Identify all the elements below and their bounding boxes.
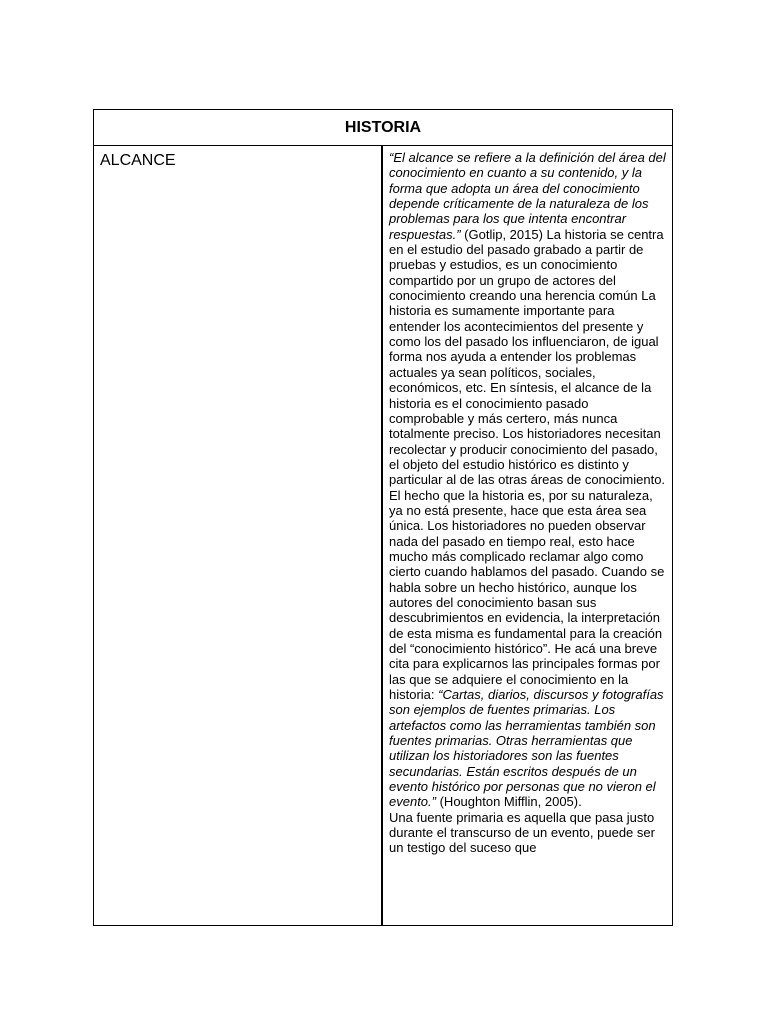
citation-houghton: (Houghton Mifflin, 2005). [435,794,582,810]
row-label-cell [94,146,383,925]
body-paragraph-2: Una fuente primaria es aquella que pasa justo durante el transcurso de un evento, puede ser un testigo del suceso que [389,809,655,856]
table-title: HISTORIA [94,110,672,146]
content-cell [383,146,672,925]
quote-houghton: “Cartas, diarios, discursos y fotografías son ejemplos de fuentes primarias. Los artefactos como las herramientas también son fuentes primarias. Otras herramientas que utilizan los historiadores son las fuentes secundarias. Están escritos después de un evento histórico por personas que no vieron el evento.” [389,687,664,810]
document-table [93,109,673,926]
row-label: ALCANCE [100,152,176,169]
body-paragraph-1 [389,150,666,810]
quote-gotlip: “El alcance se refiere a la definición del área del conocimiento en cuanto a su contenido, y la forma que adopta un área del conocimiento depende críticamente de la naturaleza de los problemas para los que intenta encontrar respuestas.” [389,150,666,242]
body-text-1: (Gotlip, 2015) La historia se centra en el estudio del pasado grabado a partir de pruebas y estudios, es un conocimiento compartido por un grupo de actores del conocimiento creando una herencia común La historia es sumamente importante para entender los acontecimientos del presente y como los del pasado los influenciaron, de igual forma nos ayuda a entender los problemas actuales ya sean políticos, sociales, económicos, etc. En síntesis, el alcance de la historia es el conocimiento pasado comprobable y más certero, más nunca totalmente preciso. Los historiadores necesitan recolectar y producir conocimiento del pasado, el objeto del estudio histórico es distinto y particular al de las otras áreas de conocimiento. El hecho que la historia es, por su naturaleza, ya no está presente, hace que esta área sea única. Los historiadores no pueden observar nada del pasado en tiempo real, esto hace mucho más complicado reclamar algo como cierto cuando hablamos del pasado. Cuando se habla sobre un hecho histórico, aunque los autores del conocimiento basan sus descubrimientos en evidencia, la interpretación de esta misma es fundamental para la creación del “conocimiento histórico”. He acá una breve cita para explicarnos las principales formas por las que se adquiere el conocimiento en la historia: [389,226,666,703]
